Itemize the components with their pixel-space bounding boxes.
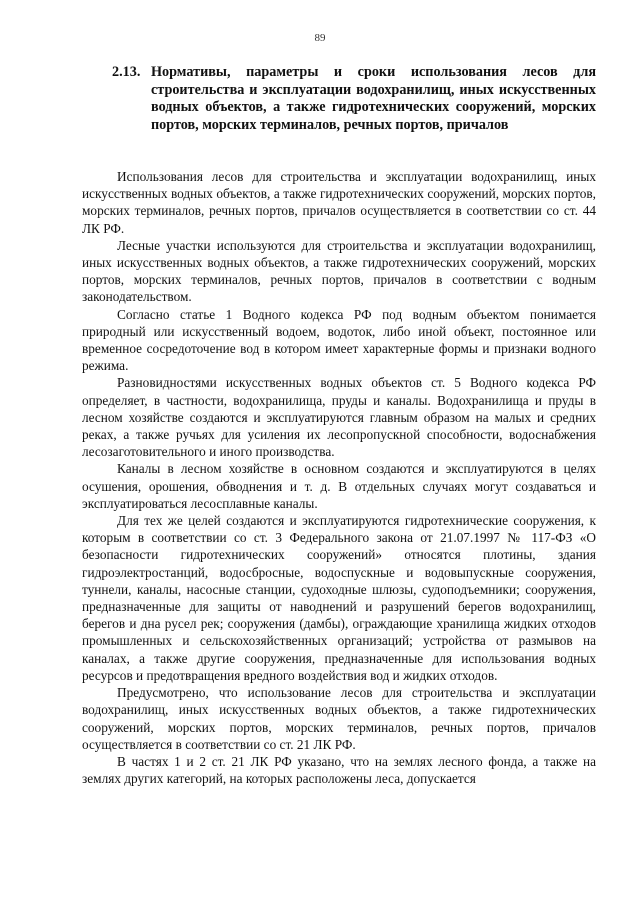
paragraph: Каналы в лесном хозяйстве в основном создаются и эксплуатируются в целях осушения, орошения, обводнения и т. д. В отдельных случаях могут создаваться и эксплуатироваться лесосплавные каналы. <box>82 461 596 511</box>
section-heading <box>112 64 596 134</box>
paragraph: В частях 1 и 2 ст. 21 ЛК РФ указано, что на землях лесного фонда, а также на землях других категорий, на которых расположены леса, допускается <box>82 753 596 787</box>
page-number: 89 <box>314 32 326 44</box>
paragraph: Для тех же целей создаются и эксплуатируются гидротехнические сооружения, к которым в соответствии со ст. 3 Федерального закона от 21.07.1997 № 117-ФЗ «О безопасности гидротехнических сооружений» относятся плотины, здания гидроэлектростанций, водосбросные, водоспускные и водовыпускные сооружения, туннели, каналы, насосные станции, судоходные шлюзы, судоподъемники; сооружения, предназначенные для защиты от наводнений и разрушений берегов водохранилищ, берегов и дна русел рек; сооружения (дамбы), ограждающие хранилища жидких отходов промышленных и сельскохозяйственных организаций; устройства от размывов на каналах, а также другие сооружения, предназначенные для использования водных ресурсов и предотвращения вредного воздействия вод и жидких отходов. <box>82 513 596 683</box>
paragraph: Разновидностями искусственных водных объектов ст. 5 Водного кодекса РФ определяет, в частности, водохранилища, пруды и каналы. Водохранилища и пруды в лесном хозяйстве создаются и эксплуатируются главным образом на малых и средних реках, а также ручьях для усиления их лесопропускной способности, водоснабжения лесозаготовительного и иного производства. <box>82 375 596 460</box>
section-title: Нормативы, параметры и сроки использования лесов для строительства и эксплуатации водохранилищ, иных искусственных водных объектов, а также гидротехнических сооружений, морских портов, морских терминалов, речных портов, причалов <box>151 64 596 133</box>
paragraph: Предусмотрено, что использование лесов для строительства и эксплуатации водохранилищ, иных искусственных водных объектов, а также гидротехнических сооружений, морских портов, морских терминалов, речных портов, причалов осуществляется в соответствии со ст. 21 ЛК РФ. <box>82 685 596 752</box>
paragraph: Использования лесов для строительства и эксплуатации водохранилищ, иных искусственных водных объектов, а также гидротехнических сооружений, морских портов, морских терминалов, речных портов, причалов осуществляется в соответствии со ст. 44 ЛК РФ. <box>82 169 596 236</box>
body-text <box>82 168 596 787</box>
paragraph: Согласно статье 1 Водного кодекса РФ под водным объектом понимается природный или искусственный водоем, водоток, либо иной объект, постоянное или временное сосредоточение вод в котором имеет характерные формы и признаки водного режима. <box>82 306 596 374</box>
section-number: 2.13. <box>112 64 141 80</box>
paragraph: Лесные участки используются для строительства и эксплуатации водохранилищ, иных искусственных водных объектов, а также гидротехнических сооружений, морских портов, морских терминалов, речных портов, причалов в соответствии с водным законодательством. <box>82 237 596 305</box>
